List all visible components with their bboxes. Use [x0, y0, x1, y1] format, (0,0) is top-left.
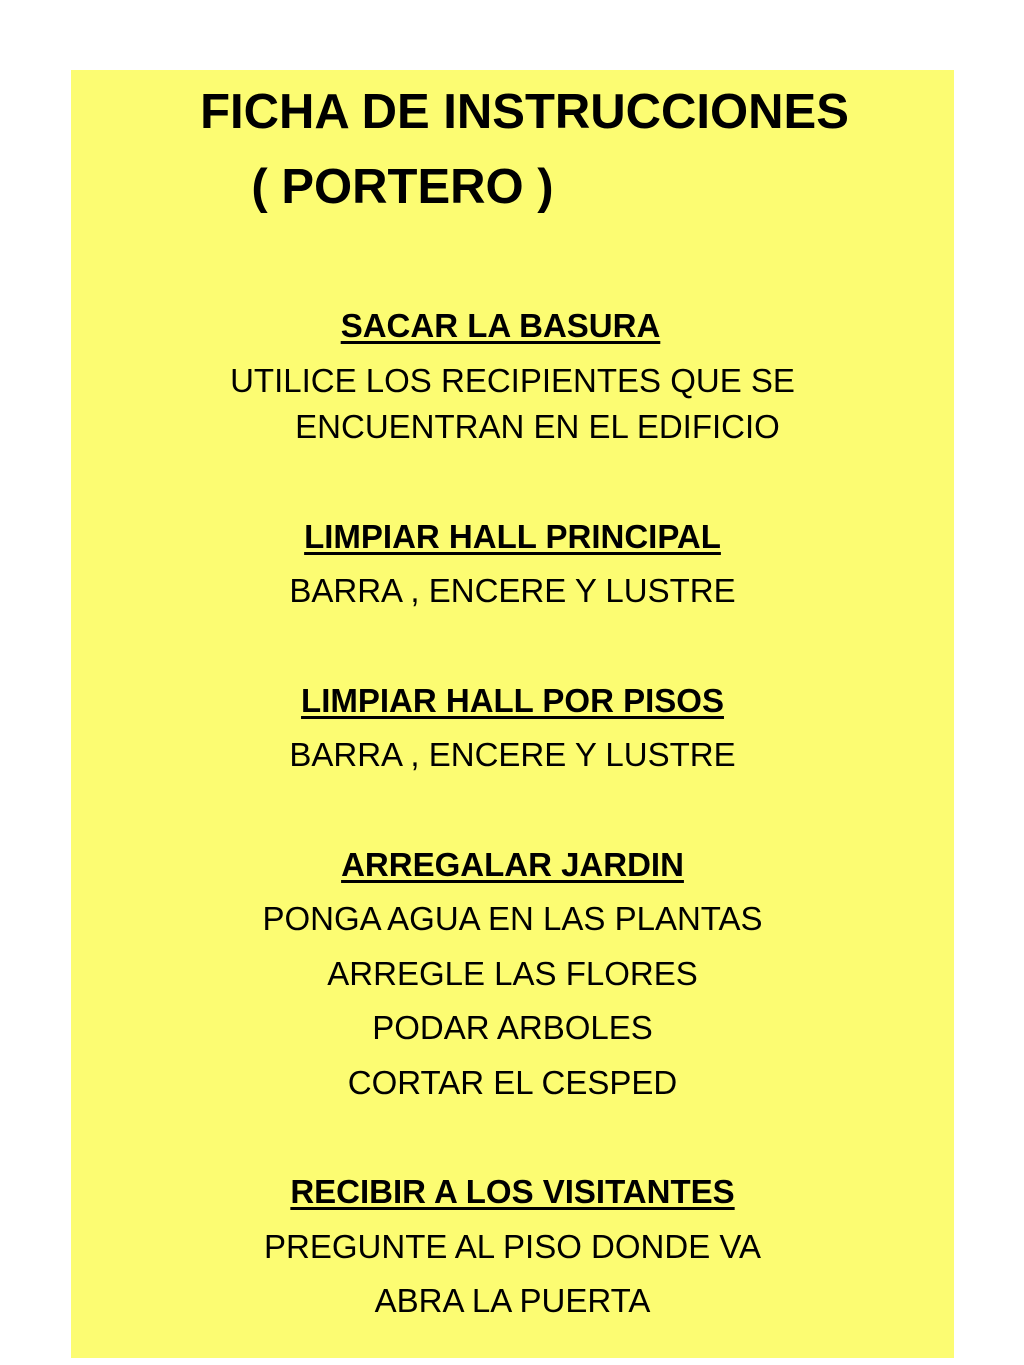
page-title: FICHA DE INSTRUCCIONES	[200, 85, 849, 139]
section-line: UTILICE LOS RECIPIENTES QUE SE	[230, 362, 795, 399]
section-heading-recibir-visitantes: RECIBIR A LOS VISITANTES	[290, 1173, 735, 1210]
page-subtitle: ( PORTERO )	[251, 160, 554, 214]
section-line: PONGA AGUA EN LAS PLANTAS	[262, 900, 763, 937]
section-heading-sacar-basura: SACAR LA BASURA	[340, 307, 661, 344]
section-line: PREGUNTE AL PISO DONDE VA	[264, 1228, 761, 1265]
section-heading-limpiar-hall-principal: LIMPIAR HALL PRINCIPAL	[304, 518, 721, 555]
section-heading-arreglar-jardin: ARREGALAR JARDIN	[341, 846, 684, 883]
section-line: PODAR ARBOLES	[372, 1009, 653, 1046]
section-line: BARRA , ENCERE Y LUSTRE	[289, 736, 736, 773]
section-line: ENCUENTRAN EN EL EDIFICIO	[295, 408, 780, 445]
section-line: CORTAR EL CESPED	[347, 1064, 678, 1101]
instruction-sheet	[71, 70, 954, 1358]
section-heading-limpiar-hall-pisos: LIMPIAR HALL POR PISOS	[301, 682, 724, 719]
section-line: ABRA LA PUERTA	[374, 1282, 651, 1319]
section-line: ARREGLE LAS FLORES	[327, 955, 698, 992]
section-line: BARRA , ENCERE Y LUSTRE	[289, 572, 736, 609]
